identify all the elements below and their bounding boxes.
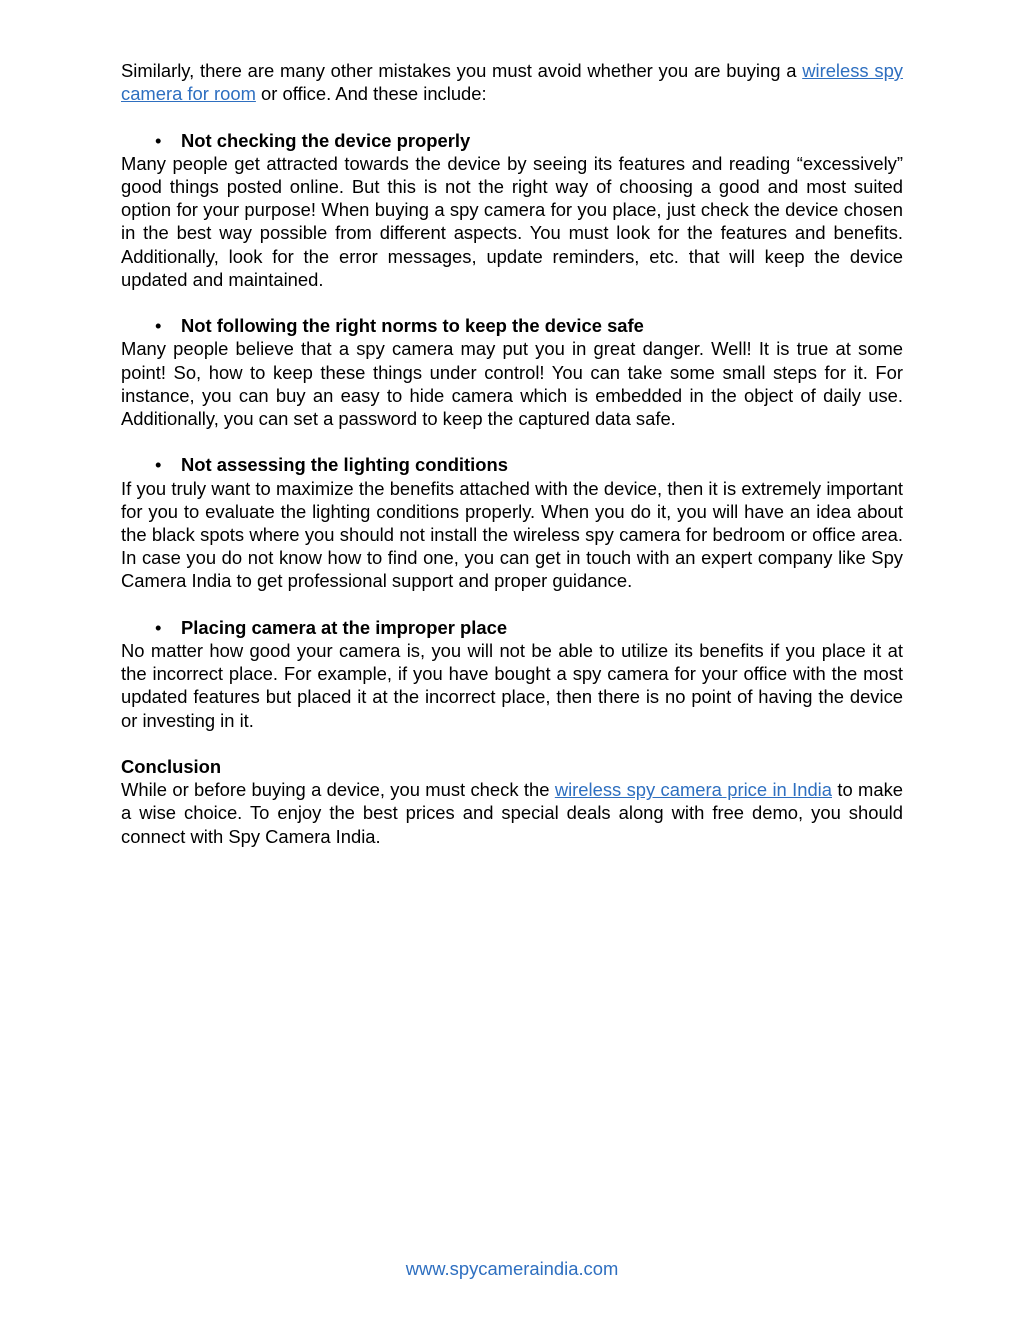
section-heading-checking-device — [121, 129, 903, 152]
section-heading-right-norms — [121, 314, 903, 337]
wireless-spy-camera-for-room-link[interactable]: wireless spy camera for room — [121, 60, 903, 105]
section-body-improper-place: No matter how good your camera is, you will not be able to utilize its benefits if you place it at the incorrect place. For example, if you have bought a spy camera for your office with the most updated features but placed it at the incorrect place, then there is no point of having the device or investing in it. — [121, 640, 903, 731]
conclusion-paragraph — [121, 778, 903, 848]
intro-text-after: or office. And these include: — [255, 83, 487, 105]
conclusion-text-after: to make a wise choice. To enjoy the best prices and special deals along with free demo, you should connect with Spy Camera India. — [121, 779, 904, 847]
section-body-right-norms: Many people believe that a spy camera may put you in great danger. Well! It is true at some point! So, how to keep these things under control! You can take some small steps for it. For instance, you can buy an easy to hide camera which is embedded in the object of daily use. Additionally, you can set a password to keep the captured data safe. — [121, 338, 903, 430]
conclusion-text-before: While or before buying a device, you must check the — [121, 779, 555, 801]
bullet-icon: • — [155, 129, 162, 151]
bullet-icon: • — [155, 454, 162, 476]
bullet-icon: • — [155, 616, 162, 638]
section-heading-text: Not following the right norms to keep the device safe — [181, 315, 644, 337]
section-body-checking-device: Many people get attracted towards the device by seeing its features and reading “excessively” good things posted online. But this is not the right way of choosing a good and most suited option for your purpose! When buying a spy camera for you place, just check the device chosen in the best way possible from different aspects. You must look for the features and benefits. Additionally, look for the error messages, update reminders, etc. that will keep the device updated and maintained. — [121, 152, 903, 290]
section-heading-text: Not checking the device properly — [181, 129, 471, 151]
document-page — [121, 59, 903, 848]
intro-text-before: Similarly, there are many other mistakes you must avoid whether you are buying a — [121, 60, 803, 81]
section-body-lighting-conditions: If you truly want to maximize the benefits attached with the device, then it is extremely important for you to evaluate the lighting conditions properly. When you do it, you will have an idea about the black spots where you should not install the wireless spy camera for bedroom or office area. In case you do not know how to find one, you can get in touch with an expert company like Spy Camera India to get professional support and proper guidance. — [121, 477, 903, 592]
bullet-icon: • — [155, 315, 162, 337]
intro-paragraph — [121, 59, 903, 105]
section-heading-text: Not assessing the lighting conditions — [181, 454, 508, 476]
wireless-spy-camera-price-link[interactable]: wireless spy camera price in India — [554, 779, 832, 801]
conclusion-heading: Conclusion — [121, 756, 222, 778]
section-heading-lighting-conditions — [121, 453, 903, 476]
section-heading-improper-place — [121, 616, 903, 639]
footer-url-link[interactable]: www.spycameraindia.com — [405, 1258, 619, 1279]
section-heading-text: Placing camera at the improper place — [181, 616, 508, 638]
